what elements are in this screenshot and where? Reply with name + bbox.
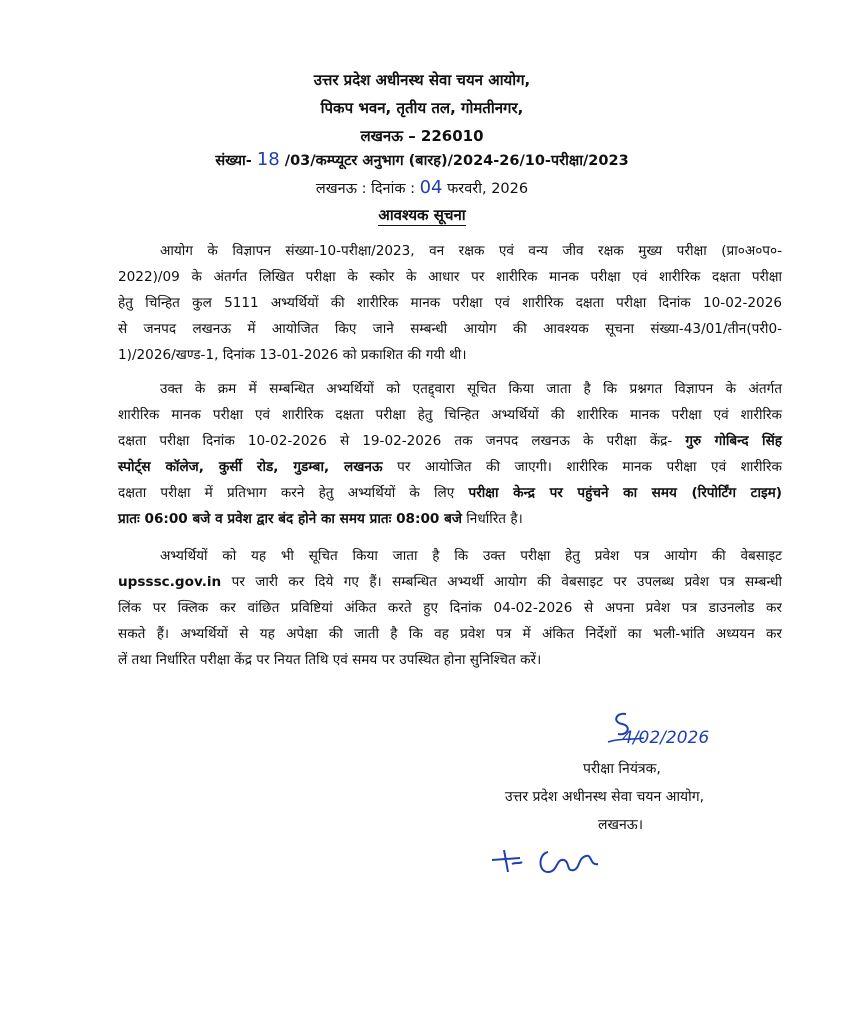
para2-line: उक्त के क्रम में सम्बन्धित अभ्यर्थियों को एतद्द्वारा सूचित किया जाता है कि प्रश्नगत विज्ञापन के अंतर्गत [160, 381, 782, 397]
reporting-time-label: परीक्षा केन्द्र पर पहुंचने का समय (रिपोर्टिंग टाइम) [468, 485, 782, 501]
reporting-time-values: प्रातः 06:00 बजे व प्रवेश द्वार बंद होने का समय प्रातः 08:00 बजे [118, 511, 462, 527]
para3-line [118, 571, 782, 593]
date-prefix: लखनऊ : दिनांक : [315, 181, 420, 197]
exam-centre-name: गुरु गोबिन्द सिंह [685, 433, 782, 449]
para1-line: 2022)/09 के अंतर्गत लिखित परीक्षा के स्कोर के आधार पर शारीरिक मानक परीक्षा एवं शारीरिक दक्षता परीक्षा [118, 269, 782, 285]
handwritten-signature-date: 4/02/2026 [622, 728, 710, 748]
notice-date [0, 178, 844, 199]
para2-text: निर्धारित है। [461, 511, 523, 527]
website-link[interactable]: upsssc.gov.in [118, 574, 222, 590]
signatory-city: लखनऊ। [598, 817, 644, 833]
handwritten-reference-number: 18 [256, 149, 280, 170]
notice-title [0, 205, 844, 225]
para2-text: पर आयोजित की जाएगी। शारीरिक मानक परीक्षा एवं शारीरिक [382, 459, 782, 475]
para2-line [118, 482, 782, 504]
para2-text: दक्षता परीक्षा में प्रतिभाग करने हेतु अभ्यर्थियों के लिए [118, 485, 469, 501]
para3-text: पर जारी कर दिये गए हैं। सम्बन्धित अभ्यर्थी आयोग की वेबसाइट पर उपलब्ध प्रवेश पत्र सम्बन्धी [221, 574, 782, 590]
date-suffix: फरवरी, 2026 [442, 181, 529, 197]
signatory-designation: परीक्षा नियंत्रक, [583, 761, 661, 777]
para3-line: सकते हैं। अभ्यर्थियों से यह अपेक्षा की जाती है कि वह प्रवेश पत्र में अंकित निर्देशों का भली-भांति अध्ययन कर [118, 626, 782, 642]
initials-scribble [486, 842, 616, 882]
para2-line: शारीरिक मानक परीक्षा एवं शारीरिक दक्षता परीक्षा हेतु चिन्हित अभ्यर्थियों की शारीरिक मानक परीक्षा एवं शारीरिक [118, 407, 782, 423]
reference-number [0, 150, 844, 171]
para2-text: दक्षता परीक्षा दिनांक 10-02-2026 से 19-02-2026 तक जनपद लखनऊ के परीक्षा केंद्र- [118, 433, 686, 449]
org-name: उत्तर प्रदेश अधीनस्थ सेवा चयन आयोग, [313, 71, 531, 89]
notice-title-text: आवश्यक सूचना [378, 206, 466, 224]
reference-suffix: /03/कम्प्यूटर अनुभाग (बारह)/2024-26/10-परीक्षा/2023 [279, 153, 629, 169]
para1-line: आयोग के विज्ञापन संख्या-10-परीक्षा/2023, वन रक्षक एवं वन्य जीव रक्षक मुख्य परीक्षा (प्रा०अ०प०- [160, 243, 782, 259]
para1-line: 1)/2026/खण्ड-1, दिनांक 13-01-2026 को प्रकाशित की गयी थी। [118, 347, 467, 363]
para1-line: से जनपद लखनऊ में आयोजित किए जाने सम्बन्धी आयोग की आवश्यक सूचना संख्या-43/01/तीन(परी0- [118, 321, 782, 337]
para2-line [118, 508, 782, 530]
org-city: लखनऊ – 226010 [360, 127, 484, 145]
para3-line: लिंक पर क्लिक कर वांछित प्रविष्टियां अंकित करते हुए दिनांक 04-02-2026 से अपना प्रवेश पत्र डाउनलोड कर [118, 600, 782, 616]
para3-line: लें तथा निर्धारित परीक्षा केंद्र पर नियत तिथि एवं समय पर उपस्थित होना सुनिश्चित करें। [118, 652, 542, 668]
exam-centre-address: स्पोर्ट्स कॉलेज, कुर्सी रोड, गुडम्बा, लखनऊ [118, 459, 383, 475]
para1-line: हेतु चिन्हित कुल 5111 अभ्यर्थियों की शारीरिक मानक परीक्षा एवं शारीरिक दक्षता परीक्षा दिनांक 10-02-2026 [118, 295, 782, 311]
reference-prefix: संख्या- [215, 153, 257, 169]
para3-line: अभ्यर्थियों को यह भी सूचित किया जाता है कि उक्त परीक्षा हेतु प्रवेश पत्र आयोग की वेबसाइट [160, 548, 782, 564]
para2-line [118, 430, 782, 452]
para2-line [118, 456, 782, 478]
handwritten-day: 04 [419, 177, 443, 198]
signatory-organization: उत्तर प्रदेश अधीनस्थ सेवा चयन आयोग, [505, 789, 705, 805]
org-address: पिकप भवन, तृतीय तल, गोमतीनगर, [320, 99, 524, 117]
